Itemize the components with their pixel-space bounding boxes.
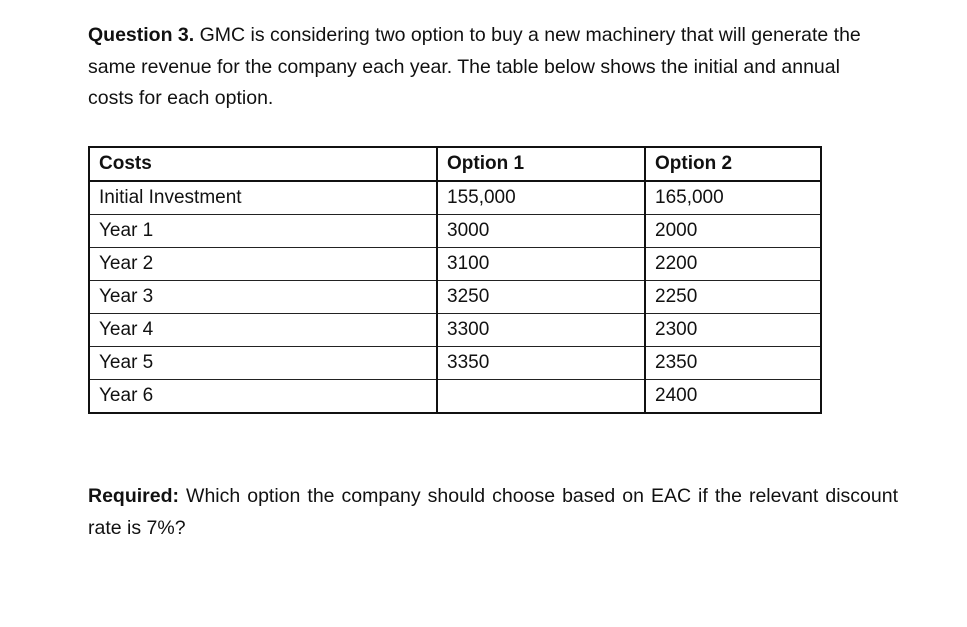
table-row [89, 248, 821, 281]
question-label: Question 3. [88, 24, 195, 46]
option-1-value: 3100 [437, 248, 645, 281]
header-option-2: Option 2 [645, 147, 821, 181]
cost-label: Year 3 [89, 281, 437, 314]
option-2-value: 2400 [645, 380, 821, 414]
option-1-value: 3000 [437, 215, 645, 248]
required-body: Which option the company should choose based on EAC if the relevant discount rate is 7%? [88, 485, 898, 539]
table-header-row [89, 147, 821, 181]
option-2-value: 2000 [645, 215, 821, 248]
cost-label: Year 4 [89, 314, 437, 347]
option-2-value: 2250 [645, 281, 821, 314]
table-row [89, 281, 821, 314]
option-1-value: 3350 [437, 347, 645, 380]
option-2-value: 2350 [645, 347, 821, 380]
option-1-value: 155,000 [437, 181, 645, 215]
required-label: Required: [88, 485, 180, 507]
header-option-1: Option 1 [437, 147, 645, 181]
table-row [89, 380, 821, 414]
table-row [89, 314, 821, 347]
option-2-value: 165,000 [645, 181, 821, 215]
table-row [89, 215, 821, 248]
option-2-value: 2200 [645, 248, 821, 281]
option-2-value: 2300 [645, 314, 821, 347]
option-1-value [437, 380, 645, 414]
table-row [89, 181, 821, 215]
cost-label: Year 5 [89, 347, 437, 380]
question-text [88, 20, 888, 115]
cost-label: Year 1 [89, 215, 437, 248]
cost-label: Initial Investment [89, 181, 437, 215]
header-costs: Costs [89, 147, 437, 181]
costs-table [88, 146, 822, 414]
required-text [88, 481, 898, 544]
question-body: GMC is considering two option to buy a new machinery that will generate the same revenue for the company each year. The table below shows the initial and annual costs for each option. [88, 24, 861, 109]
option-1-value: 3300 [437, 314, 645, 347]
option-1-value: 3250 [437, 281, 645, 314]
cost-label: Year 6 [89, 380, 437, 414]
cost-label: Year 2 [89, 248, 437, 281]
table-row [89, 347, 821, 380]
